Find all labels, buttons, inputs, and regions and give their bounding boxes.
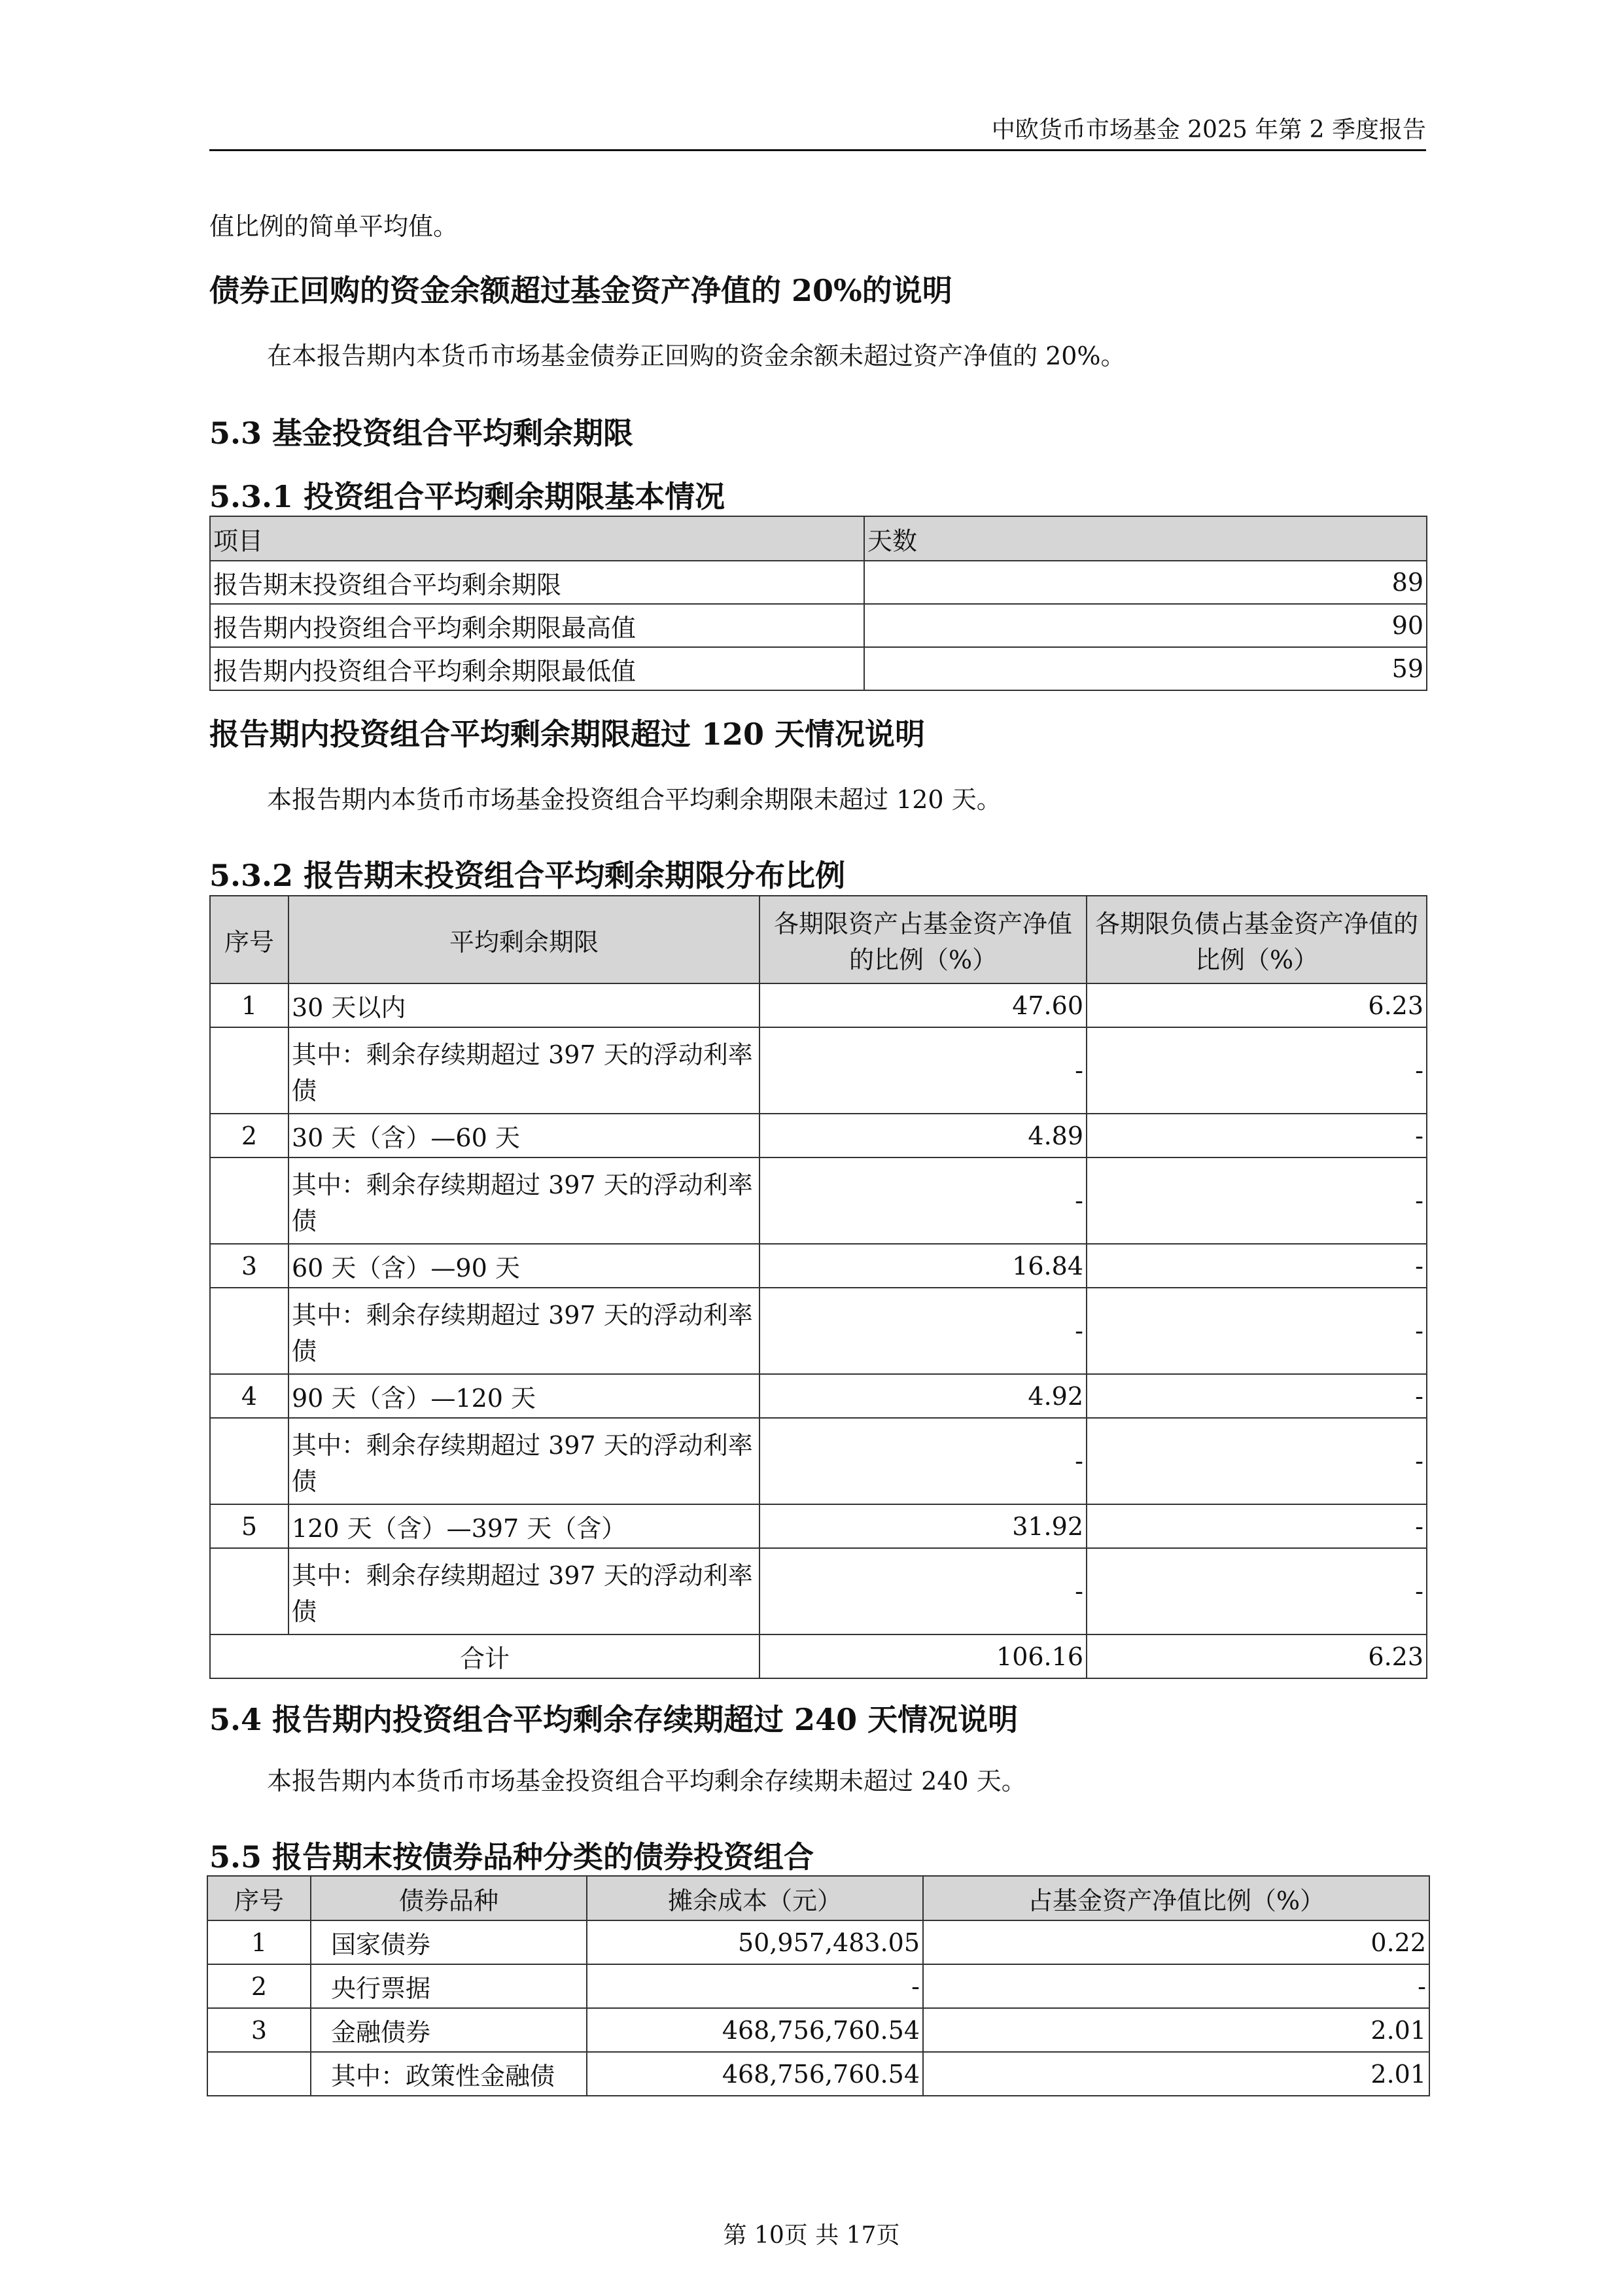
column-header: 占基金资产净值比例（%） [923, 1876, 1429, 1920]
no-cell [210, 1548, 288, 1634]
table-header-row [207, 1876, 1429, 1920]
cost-cell: 50,957,483.05 [587, 1920, 923, 1964]
table-row [207, 2052, 1429, 2096]
table-row [207, 1920, 1429, 1964]
table-row [210, 1157, 1427, 1244]
table-row [210, 983, 1427, 1027]
liability-cell: - [1087, 1548, 1427, 1634]
days-cell: 90 [864, 604, 1427, 647]
term-cell: 其中：剩余存续期超过 397 天的浮动利率债 [288, 1027, 759, 1114]
liability-total-cell: 6.23 [1087, 1634, 1427, 1678]
no-cell: 2 [210, 1114, 288, 1157]
asset-cell: 31.92 [759, 1504, 1087, 1548]
no-cell [210, 1157, 288, 1244]
table-header-row [210, 896, 1427, 983]
no-cell: 3 [210, 1244, 288, 1288]
bond-type-cell: 国家债券 [311, 1920, 587, 1964]
liability-cell: - [1087, 1418, 1427, 1504]
table-row [210, 1114, 1427, 1157]
section-5-3-2-heading: 5.3.2 报告期末投资组合平均剩余期限分布比例 [209, 858, 846, 893]
column-header: 平均剩余期限 [288, 896, 759, 983]
bond-type-cell: 其中：政策性金融债 [311, 2052, 587, 2096]
no-cell: 5 [210, 1504, 288, 1548]
ratio-cell: 2.01 [923, 2008, 1429, 2052]
cost-cell: - [587, 1964, 923, 2008]
ratio-cell: 2.01 [923, 2052, 1429, 2096]
asset-cell: - [759, 1418, 1087, 1504]
table-row [210, 1244, 1427, 1288]
total-row [210, 1634, 1427, 1678]
bond-type-cell: 央行票据 [311, 1964, 587, 2008]
asset-cell: - [759, 1548, 1087, 1634]
asset-cell: - [759, 1157, 1087, 1244]
no-cell: 2 [207, 1964, 311, 2008]
table-row [210, 1027, 1427, 1114]
liability-cell: - [1087, 1504, 1427, 1548]
term-cell: 120 天（含）—397 天（含） [288, 1504, 759, 1548]
item-cell: 报告期内投资组合平均剩余期限最高值 [210, 604, 864, 647]
no-cell: 3 [207, 2008, 311, 2052]
asset-cell: 4.89 [759, 1114, 1087, 1157]
term-cell: 其中：剩余存续期超过 397 天的浮动利率债 [288, 1548, 759, 1634]
no-cell: 1 [210, 983, 288, 1027]
liability-cell: - [1087, 1374, 1427, 1418]
liability-cell: - [1087, 1027, 1427, 1114]
item-cell: 报告期末投资组合平均剩余期限 [210, 561, 864, 604]
column-header: 序号 [210, 896, 288, 983]
term-cell: 其中：剩余存续期超过 397 天的浮动利率债 [288, 1288, 759, 1374]
table-row [210, 1288, 1427, 1374]
column-header: 天数 [864, 516, 1427, 561]
liability-cell: - [1087, 1114, 1427, 1157]
days-cell: 59 [864, 647, 1427, 690]
cost-cell: 468,756,760.54 [587, 2052, 923, 2096]
liability-cell: - [1087, 1157, 1427, 1244]
table-row [207, 1964, 1429, 2008]
liability-cell: - [1087, 1244, 1427, 1288]
term-cell: 其中：剩余存续期超过 397 天的浮动利率债 [288, 1157, 759, 1244]
column-header: 序号 [207, 1876, 311, 1920]
report-header: 中欧货币市场基金 2025 年第 2 季度报告 [991, 116, 1426, 143]
table-row [210, 1374, 1427, 1418]
table-row [210, 647, 1427, 690]
no-cell [210, 1027, 288, 1114]
ratio-cell: - [923, 1964, 1429, 2008]
term-distribution-table [209, 895, 1427, 1679]
page-number: 第 10页 共 17页 [723, 2222, 900, 2249]
table-header-row [210, 516, 1427, 561]
table-row [210, 1548, 1427, 1634]
term-cell: 90 天（含）—120 天 [288, 1374, 759, 1418]
term-cell: 30 天（含）—60 天 [288, 1114, 759, 1157]
over-120-text: 本报告期内本货币市场基金投资组合平均剩余期限未超过 120 天。 [267, 785, 1002, 814]
table-row [210, 604, 1427, 647]
asset-cell: 16.84 [759, 1244, 1087, 1288]
repo-heading: 债券正回购的资金余额超过基金资产净值的 20%的说明 [209, 273, 952, 308]
section-5-3-heading: 5.3 基金投资组合平均剩余期限 [209, 415, 634, 451]
over-120-heading: 报告期内投资组合平均剩余期限超过 120 天情况说明 [209, 716, 926, 752]
table-row [210, 561, 1427, 604]
bond-type-cell: 金融债券 [311, 2008, 587, 2052]
header-divider [209, 149, 1426, 151]
ratio-cell: 0.22 [923, 1920, 1429, 1964]
avg-term-table [209, 516, 1427, 691]
table-row [210, 1418, 1427, 1504]
liability-cell: 6.23 [1087, 983, 1427, 1027]
section-5-4-text: 本报告期内本货币市场基金投资组合平均剩余存续期未超过 240 天。 [267, 1767, 1026, 1795]
no-cell [210, 1288, 288, 1374]
repo-text: 在本报告期内本货币市场基金债券正回购的资金余额未超过资产净值的 20%。 [267, 342, 1126, 370]
cost-cell: 468,756,760.54 [587, 2008, 923, 2052]
no-cell [207, 2052, 311, 2096]
liability-cell: - [1087, 1288, 1427, 1374]
asset-cell: 47.60 [759, 983, 1087, 1027]
days-cell: 89 [864, 561, 1427, 604]
column-header: 项目 [210, 516, 864, 561]
no-cell [210, 1418, 288, 1504]
section-5-5-heading: 5.5 报告期末按债券品种分类的债券投资组合 [209, 1839, 814, 1875]
no-cell: 4 [210, 1374, 288, 1418]
asset-cell: 4.92 [759, 1374, 1087, 1418]
column-header: 摊余成本（元） [587, 1876, 923, 1920]
column-header: 债券品种 [311, 1876, 587, 1920]
section-5-4-heading: 5.4 报告期内投资组合平均剩余存续期超过 240 天情况说明 [209, 1702, 1019, 1737]
bond-portfolio-table [207, 1875, 1430, 2096]
term-cell: 60 天（含）—90 天 [288, 1244, 759, 1288]
asset-total-cell: 106.16 [759, 1634, 1087, 1678]
asset-cell: - [759, 1027, 1087, 1114]
column-header: 各期限负债占基金资产净值的比例（%） [1087, 896, 1427, 983]
total-label: 合计 [210, 1634, 759, 1678]
asset-cell: - [759, 1288, 1087, 1374]
item-cell: 报告期内投资组合平均剩余期限最低值 [210, 647, 864, 690]
intro-line: 值比例的简单平均值。 [209, 212, 459, 241]
term-cell: 其中：剩余存续期超过 397 天的浮动利率债 [288, 1418, 759, 1504]
section-5-3-1-heading: 5.3.1 投资组合平均剩余期限基本情况 [209, 479, 725, 514]
no-cell: 1 [207, 1920, 311, 1964]
table-row [207, 2008, 1429, 2052]
column-header: 各期限资产占基金资产净值的比例（%） [759, 896, 1087, 983]
term-cell: 30 天以内 [288, 983, 759, 1027]
table-row [210, 1504, 1427, 1548]
